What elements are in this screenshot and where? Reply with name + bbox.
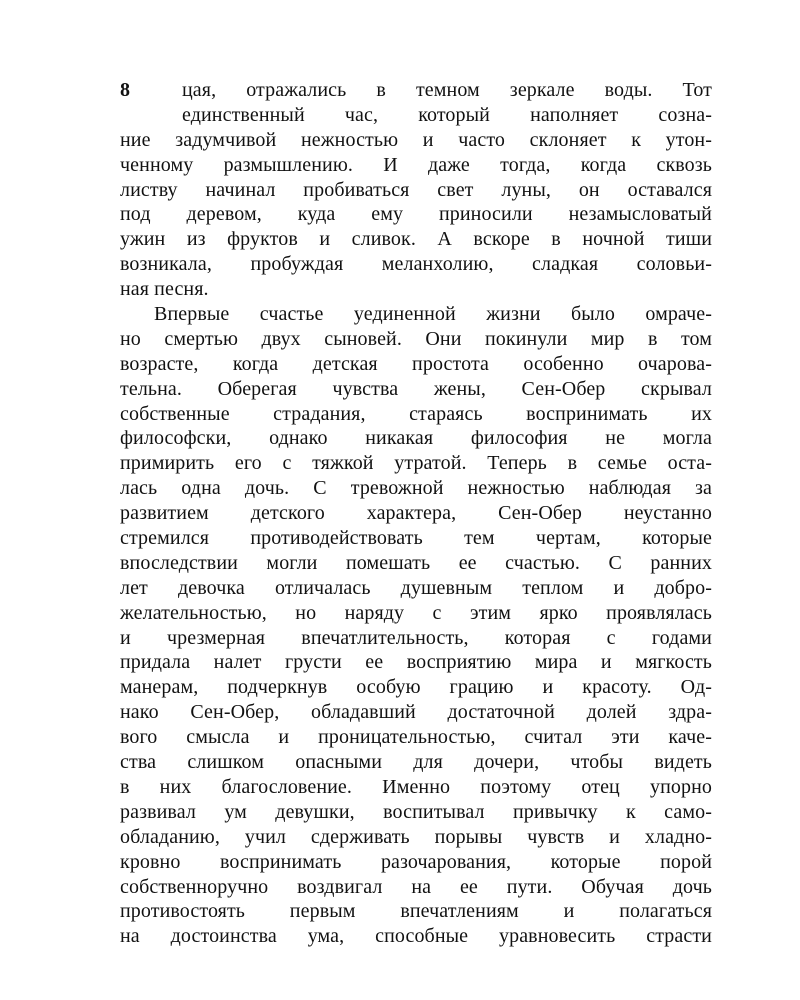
text-line: но смертью двух сыновей. Они покинули мир в том bbox=[120, 327, 712, 350]
text-line: вого смысла и проницательностью, считал эти каче- bbox=[120, 726, 712, 749]
text-line: лась одна дочь. С тревожной нежностью наблюдая за bbox=[120, 477, 712, 500]
text-line: обладанию, учил сдерживать порывы чувств и хладно- bbox=[120, 825, 712, 848]
text-line: нако Сен-Обер, обладавший достаточной долей здра- bbox=[120, 701, 712, 724]
text-line: придала налет грусти ее восприятию мира и мягкость bbox=[120, 651, 712, 674]
text-line: развитием детского характера, Сен-Обер неустанно bbox=[120, 502, 712, 525]
page-number: 8 bbox=[120, 79, 131, 101]
text-line: возрасте, когда детская простота особенно очарова- bbox=[120, 352, 712, 375]
text-line: ние задумчивой нежностью и часто склоняет к утон- bbox=[120, 128, 712, 151]
text-line: впоследствии могли помешать ее счастью. С ранних bbox=[120, 551, 712, 574]
text-line: возникала, пробуждая меланхолию, сладкая соловьи- bbox=[120, 253, 712, 276]
text-line: листву начинал пробиваться свет луны, он оставался bbox=[120, 178, 712, 201]
text-line: кровно воспринимать разочарования, которые порой bbox=[120, 850, 712, 873]
text-line: на достоинства ума, способные уравновесить страсти bbox=[120, 925, 712, 948]
text-line: и чрезмерная впечатлительность, которая с годами bbox=[120, 626, 712, 649]
text-line: в них благословение. Именно поэтому отец упорно bbox=[120, 775, 712, 798]
text-line: единственный час, который наполняет созна- bbox=[182, 103, 712, 126]
text-line: собственные страдания, стараясь воспринимать их bbox=[120, 402, 712, 425]
text-line: под деревом, куда ему приносили незамысловатый bbox=[120, 203, 712, 226]
line-text: цая, отражались в темном зеркале воды. Тот bbox=[182, 79, 712, 101]
text-line: ная песня. bbox=[120, 278, 209, 301]
text-line: ства слишком опасными для дочери, чтобы видеть bbox=[120, 751, 712, 774]
text-line bbox=[120, 78, 712, 103]
text-line: лет девочка отличалась душевным теплом и добро- bbox=[120, 576, 712, 599]
text-line: примирить его с тяжкой утратой. Теперь в семье оста- bbox=[120, 452, 712, 475]
text-line: стремился противодействовать тем чертам, которые bbox=[120, 527, 712, 550]
text-line: ченному размышлению. И даже тогда, когда сквозь bbox=[120, 153, 712, 176]
text-line: собственноручно воздвигал на ее пути. Обучая дочь bbox=[120, 875, 712, 898]
text-line: желательностью, но наряду с этим ярко проявлялась bbox=[120, 601, 712, 624]
page-text bbox=[120, 78, 712, 949]
text-line: ужин из фруктов и сливок. А вскоре в ночной тиши bbox=[120, 228, 712, 251]
text-line: тельна. Оберегая чувства жены, Сен-Обер скрывал bbox=[120, 377, 712, 400]
text-line: философски, однако никакая философия не могла bbox=[120, 427, 712, 450]
text-line: Впервые счастье уединенной жизни было омраче- bbox=[154, 303, 712, 326]
text-line: манерам, подчеркнув особую грацию и красоту. Од- bbox=[120, 676, 712, 699]
text-line: развивал ум девушки, воспитывал привычку к само- bbox=[120, 800, 712, 823]
text-line: противостоять первым впечатлениям и полагаться bbox=[120, 900, 712, 923]
